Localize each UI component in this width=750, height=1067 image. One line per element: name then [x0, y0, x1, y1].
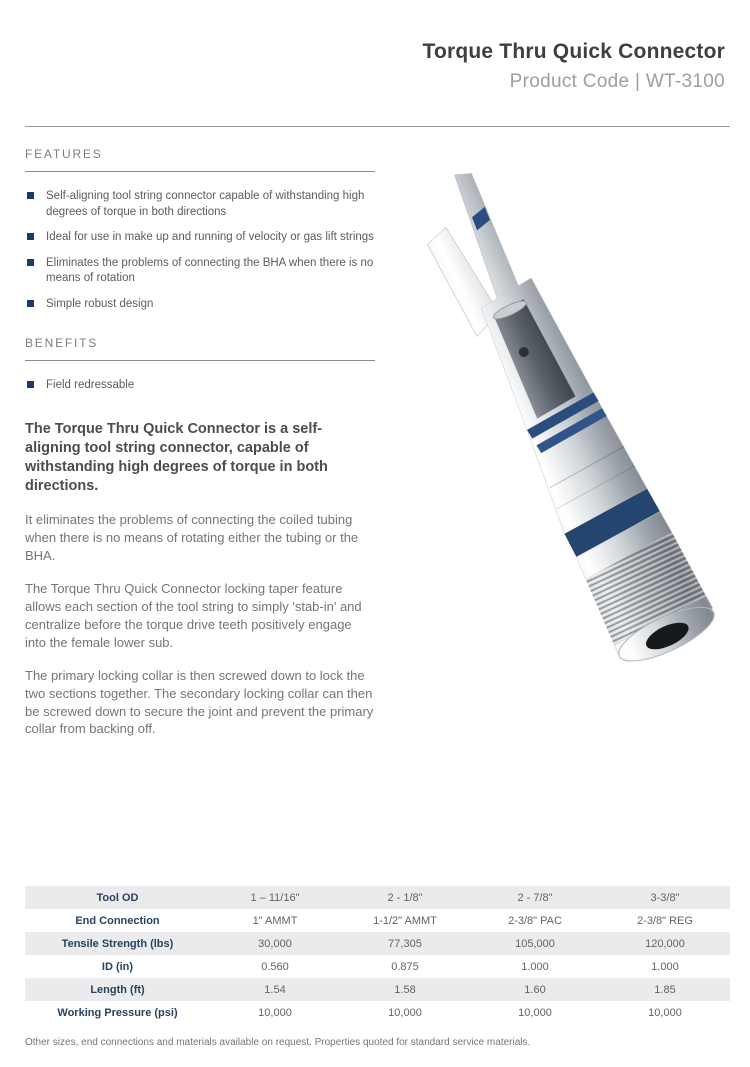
list-item — [25, 378, 375, 394]
spec-value: 1" AMMT — [252, 914, 298, 927]
feature-text: Eliminates the problems of connecting the BHA when there is no means of rotation — [46, 256, 374, 285]
left-column — [25, 147, 375, 738]
header-divider — [25, 126, 730, 127]
table-row — [25, 886, 730, 909]
spec-value: 1.60 — [524, 983, 546, 996]
spec-value: 1.000 — [521, 960, 549, 973]
spec-value: 10,000 — [258, 1006, 292, 1019]
list-item — [25, 189, 375, 220]
spec-label: Tool OD — [96, 891, 139, 904]
spec-value: 1.54 — [264, 983, 286, 996]
table-row — [25, 932, 730, 955]
body-paragraph: It eliminates the problems of connecting the coiled tubing when there is no means of rotating either the tubing or the BHA. — [25, 512, 359, 563]
spec-value: 0.560 — [261, 960, 289, 973]
spec-value: 3-3/8" — [650, 891, 680, 904]
lead-paragraph: The Torque Thru Quick Connector is a self-aligning tool string connector, capable of withstanding high degrees of torque in both directions. — [25, 420, 328, 494]
square-bullet-icon — [27, 233, 34, 240]
table-row — [25, 955, 730, 978]
feature-text: Self-aligning tool string connector capable of withstanding high degrees of torque in both directions — [46, 190, 365, 218]
spec-value: 1.58 — [394, 983, 416, 996]
spec-table — [25, 886, 730, 1024]
spec-value: 77,305 — [388, 937, 422, 950]
page-title: Torque Thru Quick Connector — [422, 40, 725, 63]
feature-text: Ideal for use in make up and running of velocity or gas lift strings — [46, 231, 374, 244]
square-bullet-icon — [27, 192, 34, 199]
header — [422, 40, 725, 93]
spec-label: Working Pressure (psi) — [57, 1006, 178, 1019]
feature-text: Simple robust design — [46, 297, 154, 310]
spec-label: Tensile Strength (lbs) — [61, 937, 174, 950]
spec-value: 1.000 — [651, 960, 679, 973]
spec-value: 105,000 — [515, 937, 555, 950]
spec-value: 2 - 1/8" — [387, 891, 423, 904]
spec-value: 0.875 — [391, 960, 419, 973]
spec-value: 2 - 7/8" — [517, 891, 553, 904]
product-code: Product Code | WT-3100 — [509, 71, 725, 92]
spec-value: 10,000 — [648, 1006, 682, 1019]
features-heading: FEATURES — [25, 147, 103, 161]
table-row — [25, 909, 730, 932]
spec-value: 120,000 — [645, 937, 685, 950]
spec-value: 10,000 — [518, 1006, 552, 1019]
spec-label: Length (ft) — [90, 983, 145, 996]
spec-value: 10,000 — [388, 1006, 422, 1019]
list-item — [25, 256, 375, 287]
body-paragraph: The primary locking collar is then screwed down to lock the two sections together. The secondary locking collar can then be screwed down to secure the joint and prevent the primary collar from backing off. — [25, 667, 374, 737]
spec-label: End Connection — [75, 914, 160, 927]
features-divider — [25, 171, 375, 172]
footer-note: Other sizes, end connections and materials available on request. Properties quoted for standard service materials. — [25, 1037, 531, 1048]
spec-value: 1.85 — [654, 983, 676, 996]
spec-value: 1 – 11/16" — [250, 891, 300, 904]
body-paragraph: The Torque Thru Quick Connector locking taper feature allows each section of the tool string to simply 'stab-in' and centralize before the torque drive teeth positively engage into the female lower sub. — [25, 580, 362, 650]
table-row — [25, 1001, 730, 1024]
square-bullet-icon — [27, 259, 34, 266]
spec-value: 30,000 — [258, 937, 292, 950]
square-bullet-icon — [27, 300, 34, 307]
product-image — [388, 148, 733, 678]
spec-value: 2-3/8" REG — [637, 914, 693, 927]
tool-body — [405, 153, 721, 671]
benefits-divider — [25, 360, 375, 361]
list-item — [25, 230, 375, 246]
table-row — [25, 978, 730, 1001]
list-item — [25, 297, 375, 313]
square-bullet-icon — [27, 381, 34, 388]
benefit-text: Field redressable — [46, 379, 135, 392]
spec-value: 1-1/2" AMMT — [373, 914, 437, 927]
benefits-heading: BENEFITS — [25, 336, 99, 351]
spec-value: 2-3/8" PAC — [508, 914, 562, 927]
spec-label: ID (in) — [101, 960, 134, 973]
